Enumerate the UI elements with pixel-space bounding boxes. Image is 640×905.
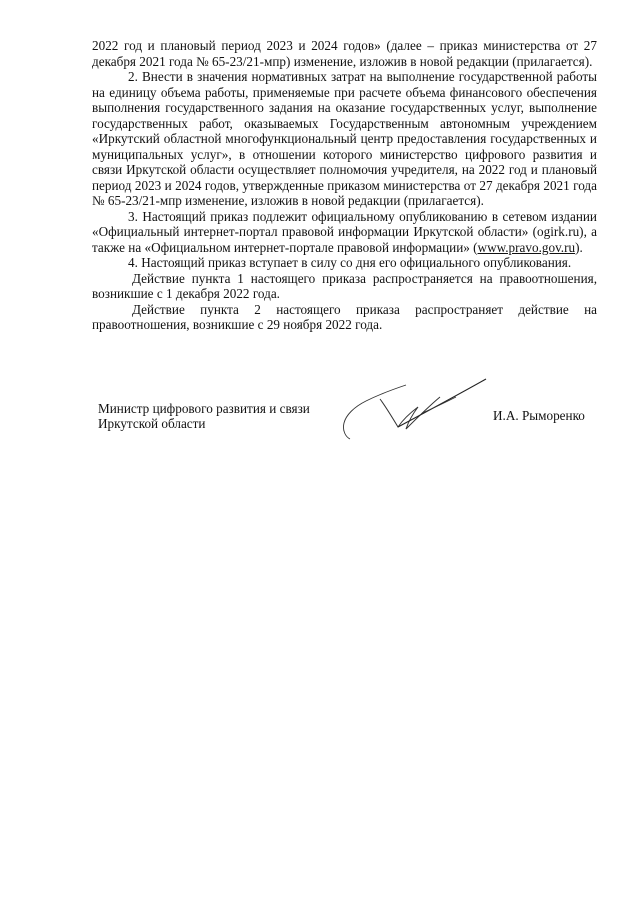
paragraph-continuation: 2022 год и плановый период 2023 и 2024 годов» (далее – приказ министерства от 27 декабря 2021 года № 65-23/21-мпр) изменение, изложив в новой редакции (прилагается).: [92, 38, 597, 69]
signatory-title-line-1: Министр цифрового развития и связи: [98, 401, 310, 416]
signatory-title: [98, 401, 310, 431]
paragraph-3-end: ).: [575, 239, 583, 255]
signatory-title-line-2: Иркутской области: [98, 416, 206, 431]
pravo-link[interactable]: www.pravo.gov.ru: [477, 239, 576, 255]
document-body: [92, 38, 597, 333]
signatory-name: И.А. Рыморенко: [493, 408, 585, 423]
paragraph-2: 2. Внести в значения нормативных затрат на выполнение государственной работы на единицу объема работы, применяемые при расчете объема финансового обеспечения выполнения государственного задания на оказание государственных услуг, выполнение государственных работ, оказываемых Государственным автономным учреждением «Иркутский областной многофункциональный центр предоставления государственных и муниципальных услуг», в отношении которого министерство цифрового развития и связи Иркутской области осуществляет полномочия учредителя, на 2022 год и плановый период 2023 и 2024 годов, утвержденные приказом министерства от 27 декабря 2021 года № 65-23/21-мпр изменение, изложив в новой редакции (прилагается).: [92, 69, 597, 208]
handwritten-signature: [336, 373, 506, 448]
paragraph-4: 4. Настоящий приказ вступает в силу со дня его официального опубликования.: [128, 255, 572, 270]
paragraph-3: [92, 209, 597, 256]
paragraph-3-text: 3. Настоящий приказ подлежит официальному опубликованию в сетевом издании «Официальный интернет-портал правовой информации Иркутской области» (ogirk.ru), а также на «Официальном интернет-портале правовой информации» (: [92, 208, 597, 255]
paragraph-5: Действие пункта 1 настоящего приказа распространяется на правоотношения, возникшие с 1 декабря 2022 года.: [92, 270, 597, 301]
paragraph-6: Действие пункта 2 настоящего приказа распространяет действие на правоотношения, возникшие с 29 ноября 2022 года.: [92, 301, 597, 332]
